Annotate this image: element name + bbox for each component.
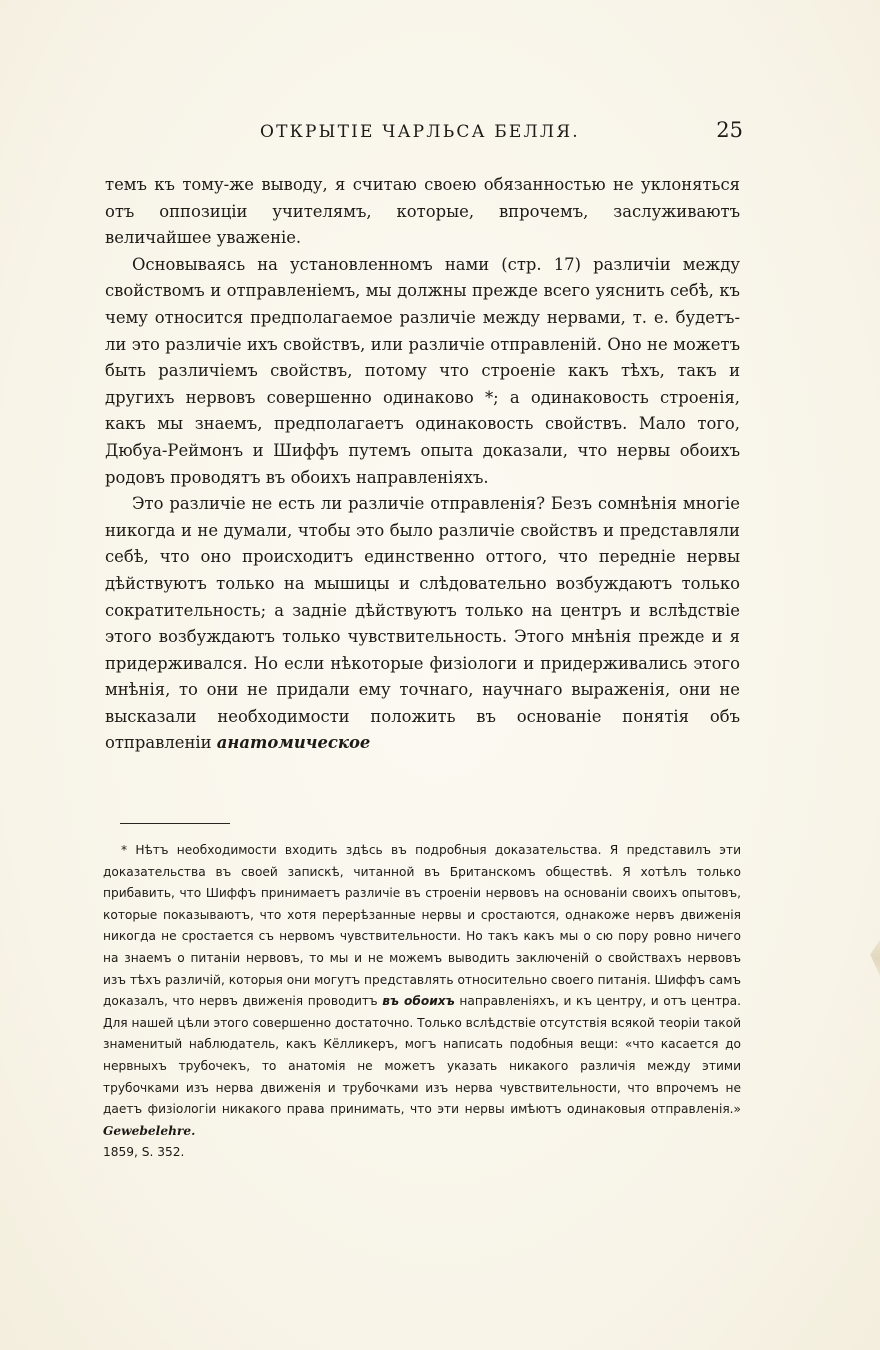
footnote-citation-year: 1859, S. 352. [103, 1145, 185, 1160]
running-title: ОТКРЫТІЕ ЧАРЛЬСА БЕЛЛЯ. [260, 122, 580, 142]
footnote-text: направленіяхъ, и къ центру, и отъ центра. Для нашей цѣли этого совершенно достаточно. Только вслѣдствіе отсутствія всякой теоріи такой знаменитый наблюдатель, какъ Кёлликеръ, могъ написать подобныя вещи: «что касается до нервныхъ трубочекъ, то анатомія не можетъ указать никакого различія между этими трубочками изъ нерва движенія и трубочками изъ нерва чувствительности, что впрочемъ не даетъ физіологіи никакого права принимать, что эти нервы имѣютъ одинаковыя отправленія.» [103, 994, 741, 1117]
footnote-separator [120, 823, 230, 824]
page-edge-mark [866, 940, 880, 976]
paragraph [105, 491, 740, 757]
footnote-emphasis: въ обоихъ [382, 994, 455, 1009]
footnote-citation-title: Gewebelehre. [103, 1123, 196, 1138]
paragraph-text: Это различіе не есть ли различіе отправленія? Безъ сомнѣнія многіе никогда и не думали, чтобы это было различіе свойствъ и представляли себѣ, что оно происходитъ единственно оттого, что передніе нервы дѣйствуютъ только на мышицы и слѣдовательно возбуждаютъ только сократительность; а задніе дѣйствуютъ только на центръ и вслѣдствіе этого возбуждаютъ только чувствительность. Этого мнѣнія прежде и я придерживался. Но если нѣкоторые физіологи и придерживались этого мнѣнія, то они не придали ему точнаго, научнаго выраженія, они не высказали необходимости положить въ основаніе понятія объ отправленіи [105, 494, 740, 753]
paragraph: темъ къ тому-же выводу, я считаю своею обязанностью не уклоняться отъ оппозиціи учителямъ, которые, впрочемъ, заслуживаютъ величайшее уваженіе. [105, 175, 740, 248]
footnote [103, 840, 741, 1164]
page-header [100, 118, 745, 148]
emphasized-word: анатомическое [216, 733, 371, 753]
footnote-text: * Нѣтъ необходимости входить здѣсь въ подробныя доказательства. Я представилъ эти доказательства въ своей запискѣ, читанной въ Британскомъ обществѣ. Я хотѣлъ только прибавить, что Шиффъ принимаетъ различіе въ строеніи нервовъ на основаніи своихъ опытовъ, которые показываютъ, что хотя перерѣзанные нервы и сростаются, однакоже нервъ движенія никогда не сростается съ нервомъ чувствительности. Но такъ какъ мы о сю пору ровно ничего на знаемъ о питаніи нервовъ, то мы и не можемъ выводить заключеній о свойствахъ нервовъ изъ тѣхъ различій, которыя они могутъ представлять относительно своего питанія. Шиффъ самъ доказалъ, что нервъ движенія проводитъ [103, 843, 741, 1009]
paragraph: Основываясь на установленномъ нами (стр. 17) различіи между свойствомъ и отправленіемъ, мы должны прежде всего уяснить себѣ, къ чему относится предполагаемое различіе между нервами, т. е. будетъ-ли это различіе ихъ свойствъ, или различіе отправленій. Оно не можетъ быть различіемъ свойствъ, потому что строеніе какъ тѣхъ, такъ и другихъ нервовъ совершенно одинаково *; а одинаковость строенія, какъ мы знаемъ, предполагаетъ одинаковость свойствъ. Мало того, Дюбуа-Реймонъ и Шиффъ путемъ опыта доказали, что нервы обоихъ родовъ проводятъ въ обоихъ направленіяхъ. [105, 254, 740, 487]
main-text [105, 172, 740, 757]
page-number: 25 [716, 118, 743, 142]
